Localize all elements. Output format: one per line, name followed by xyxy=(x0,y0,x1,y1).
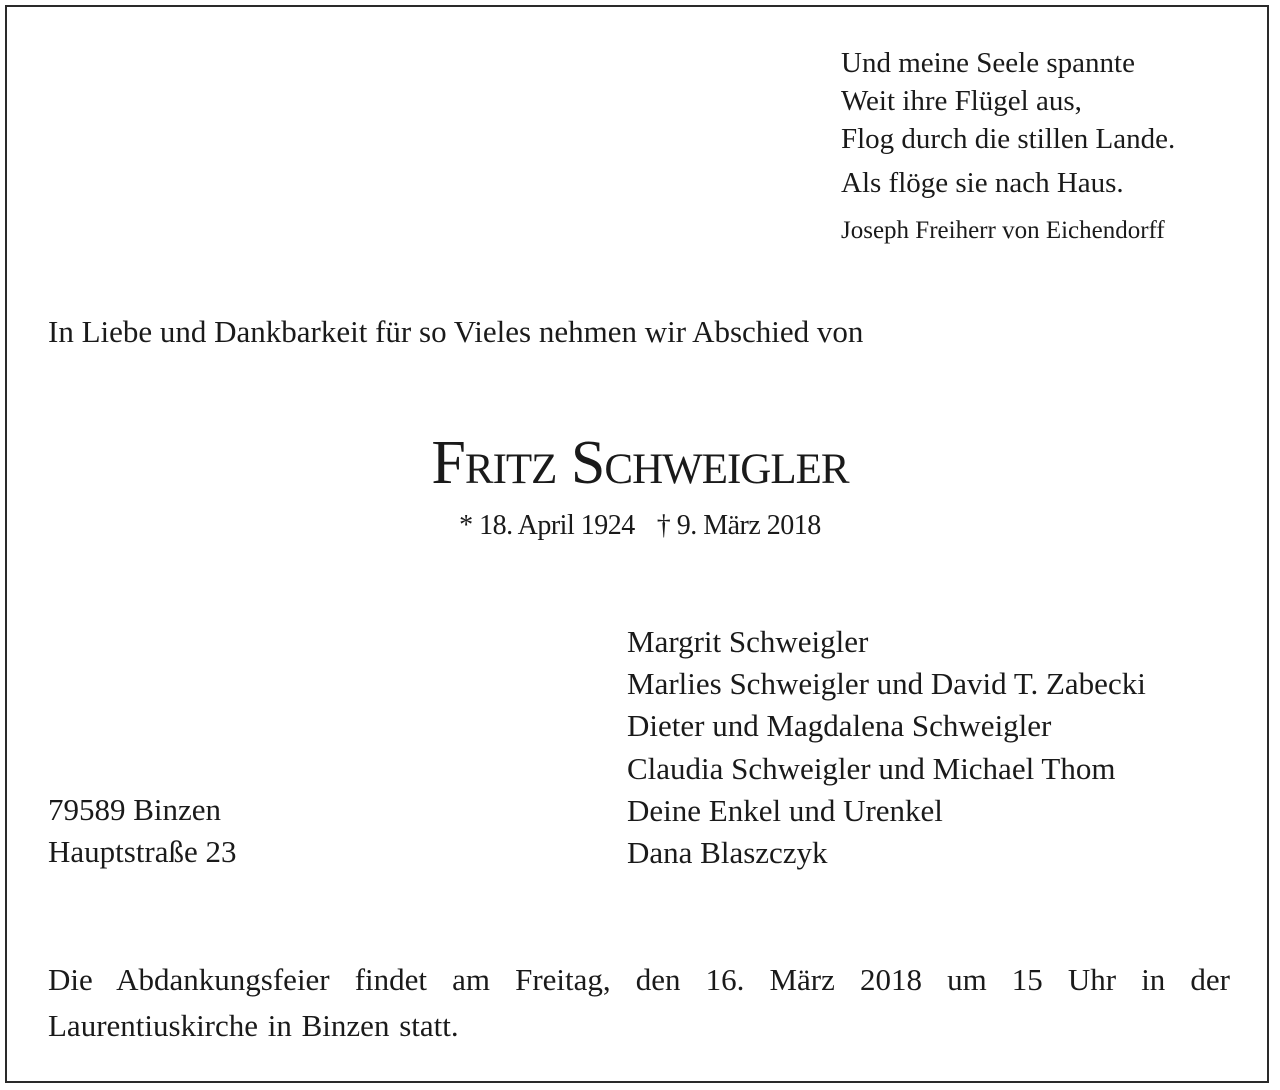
mourner: Marlies Schweigler und David T. Zabecki xyxy=(627,666,1146,702)
intro-text: In Liebe und Dankbarkeit für so Vieles nehmen wir Abschied von xyxy=(48,314,864,349)
poem xyxy=(841,44,1175,246)
poem-line: Weit ihre Flügel aus, xyxy=(841,85,1082,117)
birth-date: * 18. April 1924 xyxy=(459,510,635,541)
poem-line: Und meine Seele spannte xyxy=(841,47,1135,79)
mourner: Claudia Schweigler und Michael Thom xyxy=(627,750,1116,786)
death-date: † 9. März 2018 xyxy=(656,510,821,541)
mourner: Margrit Schweigler xyxy=(627,624,869,659)
deceased-name: Fritz Schweigler xyxy=(431,429,849,497)
ceremony-info: Die Abdankungsfeier findet am Freitag, den 16. März 2018 um 15 Uhr in der Laurentiuskirche in Binzen statt. xyxy=(48,962,1230,1043)
mourner: Dana Blaszczyk xyxy=(627,835,828,871)
mourner: Dieter und Magdalena Schweigler xyxy=(627,708,1052,744)
mourners-list xyxy=(627,621,1146,874)
poem-line: Als flöge sie nach Haus. xyxy=(841,167,1124,199)
address-city: 79589 Binzen xyxy=(48,792,222,827)
life-dates xyxy=(0,508,1280,544)
poem-author: Joseph Freiherr von Eichendorff xyxy=(841,217,1165,244)
address-street: Hauptstraße 23 xyxy=(48,834,237,870)
address xyxy=(48,789,237,873)
mourner: Deine Enkel und Urenkel xyxy=(627,792,943,828)
poem-line: Flog durch die stillen Lande. xyxy=(841,123,1176,155)
